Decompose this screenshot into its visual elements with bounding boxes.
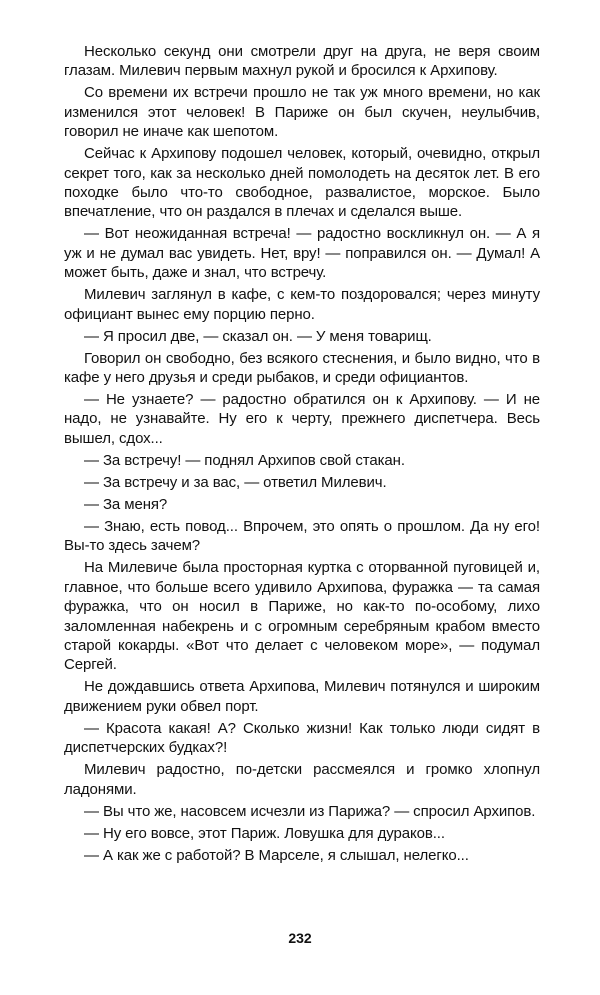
paragraph: — За встречу и за вас, — ответил Милевич. bbox=[84, 473, 387, 491]
paragraph: Не дождавшись ответа Архипова, Милевич потянулся и широким движением руки обвел порт. bbox=[64, 678, 540, 715]
paragraph: Со времени их встречи прошло не так уж много времени, но как изменился этот человек! В Париже он был скучен, неулыбчив, говорил не иначе как шепотом. bbox=[64, 84, 540, 141]
paragraph: — Вы что же, насовсем исчезли из Парижа? — спросил Архипов. bbox=[84, 802, 536, 820]
paragraph: — За меня? bbox=[84, 495, 168, 513]
paragraph: — Красота какая! А? Сколько жизни! Как только люди сидят в диспетчерских будках?! bbox=[64, 719, 540, 757]
paragraph: — Знаю, есть повод... Впрочем, это опять о прошлом. Да ну его! Вы-то здесь зачем? bbox=[64, 517, 540, 555]
paragraph: Милевич радостно, по-детски рассмеялся и громко хлопнул ладонями. bbox=[64, 761, 540, 798]
page-number: 232 bbox=[288, 930, 312, 946]
paragraph: — Ну его вовсе, этот Париж. Ловушка для дураков... bbox=[84, 824, 445, 842]
paragraph: Несколько секунд они смотрели друг на друга, не веря своим глазам. Милевич первым махнул рукой и бросился к Архипову. bbox=[64, 43, 540, 80]
paragraph: — Я просил две, — сказал он. — У меня товарищ. bbox=[84, 327, 432, 345]
paragraph: Милевич заглянул в кафе, с кем-то поздоровался; через минуту официант вынес ему порцию перно. bbox=[64, 286, 540, 323]
paragraph: — За встречу! — поднял Архипов свой стакан. bbox=[84, 451, 405, 469]
paragraph: На Милевиче была просторная куртка с оторванной пуговицей и, главное, что больше всего удивило Архипова, фуражка — та самая фуражка, что он носил в Париже, но как-то по-особому, лихо заломленная набекрень и с огромным серебряным крабом вместо старой кокарды. «Вот что делает с человеком море», — подумал Сергей. bbox=[64, 559, 540, 674]
paragraph: — А как же с работой? В Марселе, я слышал, нелегко... bbox=[84, 846, 469, 864]
paragraph: — Не узнаете? — радостно обратился он к Архипову. — И не надо, не узнавайте. Ну его к черту, прежнего диспетчера. Весь вышел, сдох... bbox=[64, 391, 540, 447]
body-text bbox=[64, 42, 540, 868]
paragraph: Сейчас к Архипову подошел человек, который, очевидно, открыл секрет того, как за несколько дней помолодеть на десяток лет. В его походке было что-то свободное, развалистое, морское. Было впечатление, что он раздался в плечах и сделался выше. bbox=[64, 145, 540, 221]
paragraph: — Вот неожиданная встреча! — радостно воскликнул он. — А я уж и не думал вас увидеть. Нет, вру! — поправился он. — Думал! А может быть, даже и знал, что встречу. bbox=[64, 225, 540, 282]
paragraph: Говорил он свободно, без всякого стеснения, и было видно, что в кафе у него друзья и среди рыбаков, и среди официантов. bbox=[64, 349, 540, 387]
